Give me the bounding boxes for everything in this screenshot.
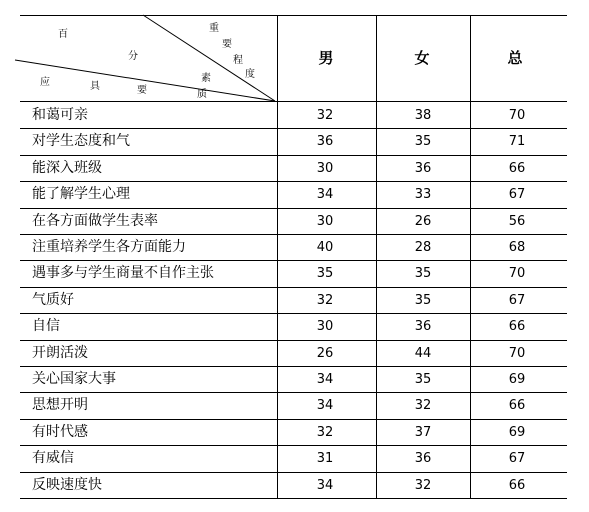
cell-male: 36: [316, 134, 334, 150]
row-label: 开朗活泼: [32, 344, 88, 361]
table-row: [20, 472, 567, 498]
cell-total: 66: [508, 477, 526, 493]
row-label: 有威信: [32, 450, 74, 467]
cell-total: 70: [508, 266, 526, 282]
diag-label-fen: 分: [128, 51, 138, 62]
table-row: [20, 208, 567, 234]
cell-total: 71: [508, 134, 526, 150]
table-row: [20, 340, 567, 366]
row-label: 能深入班级: [32, 159, 102, 176]
cell-male: 34: [316, 477, 334, 493]
diag-label-bai: 百: [58, 29, 68, 40]
cell-total: 69: [508, 424, 526, 440]
cell-total: 66: [508, 319, 526, 335]
diag-label-ju: 具: [90, 81, 100, 92]
diag-label-yao2: 要: [222, 39, 232, 50]
cell-male: 32: [316, 108, 334, 123]
diag-label-cheng: 程: [233, 55, 243, 66]
col-header-female: 女: [414, 49, 430, 67]
row-label: 对学生态度和气: [32, 133, 130, 150]
cell-female: 35: [414, 292, 432, 308]
cell-female: 33: [414, 187, 432, 203]
cell-female: 38: [414, 108, 432, 123]
table-row: [20, 392, 567, 418]
diag-label-zhi: 质: [197, 89, 207, 100]
cell-female: 35: [414, 372, 432, 387]
cell-total: 56: [508, 213, 526, 229]
row-label: 能了解学生心理: [32, 186, 130, 203]
diag-label-su: 素: [201, 73, 211, 84]
cell-total: 70: [508, 108, 526, 123]
row-label: 自信: [32, 318, 60, 335]
col-header-male: 男: [318, 49, 334, 67]
row-label: 遇事多与学生商量不自作主张: [32, 265, 214, 282]
cell-male: 30: [316, 160, 334, 176]
cell-total: 67: [508, 187, 526, 203]
table-row: [20, 234, 567, 260]
cell-male: 34: [316, 187, 334, 203]
cell-total: 67: [508, 451, 526, 467]
cell-female: 26: [414, 213, 432, 229]
table-row: [20, 419, 567, 445]
table-row: [20, 445, 567, 471]
cell-male: 32: [316, 424, 334, 440]
cell-female: 28: [414, 240, 432, 255]
diag-label-ying: 应: [40, 77, 50, 88]
row-label: 注重培养学生各方面能力: [32, 239, 186, 255]
table-row: [20, 366, 567, 392]
row-label: 思想开明: [32, 397, 88, 414]
cell-total: 70: [508, 345, 526, 361]
row-label: 气质好: [32, 291, 74, 308]
row-label: 反映速度快: [32, 476, 102, 493]
cell-female: 32: [414, 477, 432, 493]
table-row: [20, 102, 567, 128]
row-label: 有时代感: [32, 423, 88, 440]
cell-female: 37: [414, 424, 432, 440]
cell-total: 68: [508, 240, 526, 255]
row-label: 和蔼可亲: [32, 107, 88, 123]
cell-female: 35: [414, 134, 432, 150]
cell-male: 31: [316, 451, 334, 467]
cell-male: 30: [316, 213, 334, 229]
cell-male: 34: [316, 398, 334, 414]
table-row: [20, 313, 567, 339]
cell-female: 44: [414, 345, 432, 361]
diag-label-zhong: 重: [209, 23, 219, 34]
cell-male: 40: [316, 240, 334, 255]
diag-label-du: 度: [245, 69, 255, 80]
table-row: [20, 128, 567, 154]
cell-female: 36: [414, 319, 432, 335]
cell-male: 26: [316, 345, 334, 361]
cell-female: 35: [414, 266, 432, 282]
table-row: [20, 155, 567, 181]
cell-male: 35: [316, 266, 334, 282]
col-header-total: 总: [507, 49, 523, 67]
cell-male: 34: [316, 372, 334, 387]
cell-female: 36: [414, 451, 432, 467]
cell-total: 66: [508, 160, 526, 176]
cell-male: 32: [316, 292, 334, 308]
table-row: [20, 260, 567, 286]
table-row: [20, 181, 567, 207]
cell-total: 69: [508, 372, 526, 387]
cell-female: 32: [414, 398, 432, 414]
cell-male: 30: [316, 319, 334, 335]
row-label: 关心国家大事: [32, 371, 116, 387]
table-row: [20, 287, 567, 313]
cell-total: 66: [508, 398, 526, 414]
row-label: 在各方面做学生表率: [32, 212, 158, 229]
diag-label-yao: 要: [137, 85, 147, 96]
cell-total: 67: [508, 292, 526, 308]
cell-female: 36: [414, 160, 432, 176]
